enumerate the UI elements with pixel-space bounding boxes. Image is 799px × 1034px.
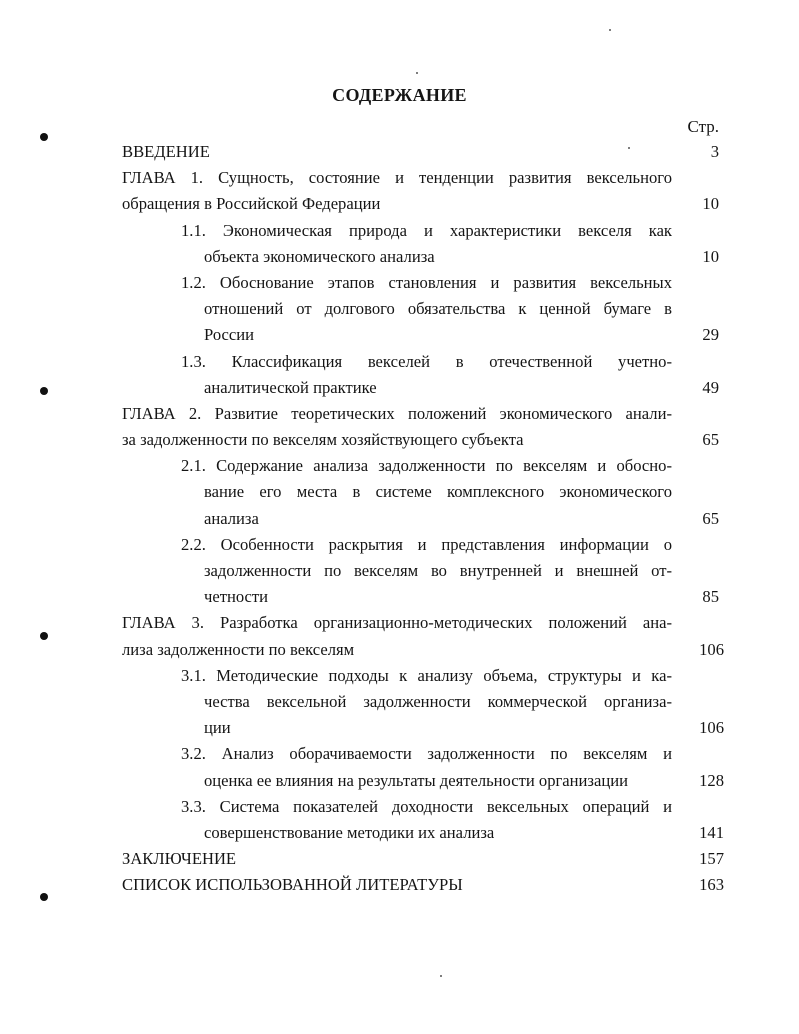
toc-chapter-entry <box>0 846 799 872</box>
toc-entry-text: ЗАКЛЮЧЕНИЕ <box>122 849 237 869</box>
toc-chapter-entry <box>0 610 799 662</box>
toc-section-entry <box>0 663 799 742</box>
toc-entry-text: лиза задолженности по векселям <box>122 639 355 659</box>
page-title: СОДЕРЖАНИЕ <box>332 85 467 105</box>
toc-page-number: 29 <box>702 325 719 345</box>
toc-entry-line <box>0 244 799 270</box>
toc-section-entry <box>0 741 799 793</box>
toc-entry-line <box>0 191 799 217</box>
toc-page-number: 65 <box>702 508 719 528</box>
toc-section-entry <box>0 218 799 270</box>
toc-entry-text: 3.1. Методические подходы к анализу объема, структуры и ка- <box>181 665 672 685</box>
toc-entry-text: ГЛАВА 2. Развитие теоретических положений экономического анали- <box>122 403 672 423</box>
toc-entry-text: 1.2. Обоснование этапов становления и развития вексельных <box>181 272 672 292</box>
toc-entry-text: аналитической практике <box>204 377 377 397</box>
scan-speck <box>628 147 630 149</box>
toc-entry-line <box>0 637 799 663</box>
toc-entry-text: России <box>204 325 255 345</box>
toc-entry-text: 2.1. Содержание анализа задолженности по векселям и обосно- <box>181 456 672 476</box>
toc-entry-line <box>0 532 799 558</box>
toc-entry-line <box>0 846 799 872</box>
toc-entry-line <box>0 610 799 636</box>
toc-entry-line <box>0 296 799 322</box>
toc-chapter-entry <box>0 401 799 453</box>
toc-entry-text: 3.2. Анализ оборачиваемости задолженности по векселям и <box>181 744 672 764</box>
toc-page-number: 157 <box>699 849 724 869</box>
toc-page-number: 10 <box>702 246 719 266</box>
toc-entry-text: 3.3. Система показателей доходности вексельных операций и <box>181 796 672 816</box>
toc-section-entry <box>0 794 799 846</box>
toc-page-number: 163 <box>699 875 724 895</box>
toc-entry-line <box>0 139 799 165</box>
toc-section-entry <box>0 453 799 532</box>
toc-entry-text: вание его места в системе комплексного экономического <box>204 482 672 502</box>
binder-hole-mark <box>40 387 48 395</box>
toc-entry-line <box>0 453 799 479</box>
toc-entry-text: совершенствование методики их анализа <box>204 822 495 842</box>
toc-entry-line <box>0 401 799 427</box>
toc-entry-text: СПИСОК ИСПОЛЬЗОВАННОЙ ЛИТЕРАТУРЫ <box>122 875 463 895</box>
toc-page-number: 3 <box>710 142 719 161</box>
page-column-label: Стр. <box>687 117 719 136</box>
toc-entry-text: 1.1. Экономическая природа и характеристики векселя как <box>181 220 672 240</box>
toc-entry-text: обращения в Российской Федерации <box>122 194 381 214</box>
toc-entry-text: отношений от долгового обязательства к ценной бумаге в <box>204 299 672 319</box>
toc-page-number: 10 <box>702 194 719 214</box>
toc-entry-line <box>0 872 799 898</box>
toc-entry-text: оценка ее влияния на результаты деятельности организации <box>204 770 628 790</box>
toc-entry-line <box>0 506 799 532</box>
toc-entry-line <box>0 715 799 741</box>
toc-entry-text: задолженности по векселям во внутренней и внешней от- <box>204 561 672 580</box>
toc-entry-line <box>0 584 799 610</box>
toc-entry-line <box>0 375 799 401</box>
scan-speck <box>440 975 442 977</box>
toc-entry-line <box>0 768 799 794</box>
toc-section-entry <box>0 270 799 349</box>
toc-entry-line <box>0 663 799 689</box>
binder-hole-mark <box>40 632 48 640</box>
toc-entry-text: 2.2. Особенности раскрытия и представления информации о <box>181 534 672 554</box>
toc-chapter-entry <box>0 139 799 165</box>
toc-entry-text: за задолженности по векселям хозяйствующего субъекта <box>122 430 524 450</box>
toc-entry-text: чества вексельной задолженности коммерческой организа- <box>204 691 672 711</box>
table-of-contents <box>0 139 799 898</box>
toc-entry-line <box>0 165 799 191</box>
toc-entry-line <box>0 322 799 348</box>
toc-entry-text: 1.3. Классификация векселей в отечественной учетно- <box>181 351 672 371</box>
toc-section-entry <box>0 349 799 401</box>
toc-entry-text: объекта экономического анализа <box>204 246 435 266</box>
toc-entry-text: ГЛАВА 1. Сущность, состояние и тенденции развития вексельного <box>122 168 672 188</box>
binder-hole-mark <box>40 133 48 141</box>
toc-chapter-entry <box>0 165 799 217</box>
toc-entry-line <box>0 427 799 453</box>
toc-entry-line <box>0 218 799 244</box>
toc-entry-line <box>0 689 799 715</box>
toc-page-number: 141 <box>699 822 724 842</box>
toc-entry-line <box>0 820 799 846</box>
toc-entry-line <box>0 558 799 584</box>
toc-entry-line <box>0 349 799 375</box>
toc-chapter-entry <box>0 872 799 898</box>
toc-entry-line <box>0 741 799 767</box>
toc-section-entry <box>0 532 799 611</box>
toc-entry-text: четности <box>204 587 269 607</box>
toc-entry-text: ции <box>204 718 231 738</box>
toc-entry-text: ГЛАВА 3. Разработка организационно-методических положений ана- <box>122 613 672 633</box>
toc-page-number: 65 <box>702 430 719 450</box>
toc-page-number: 49 <box>702 377 719 397</box>
toc-entry-line <box>0 270 799 296</box>
scan-speck <box>416 72 418 74</box>
toc-page-number: 106 <box>699 639 724 659</box>
toc-entry-line <box>0 794 799 820</box>
toc-page-number: 128 <box>699 770 724 790</box>
binder-hole-mark <box>40 893 48 901</box>
toc-page-number: 85 <box>702 587 719 607</box>
toc-entry-text: ВВЕДЕНИЕ <box>122 142 210 161</box>
toc-page-number: 106 <box>699 718 724 738</box>
scan-speck <box>609 29 611 31</box>
toc-entry-text: анализа <box>204 508 259 528</box>
toc-entry-line <box>0 479 799 505</box>
